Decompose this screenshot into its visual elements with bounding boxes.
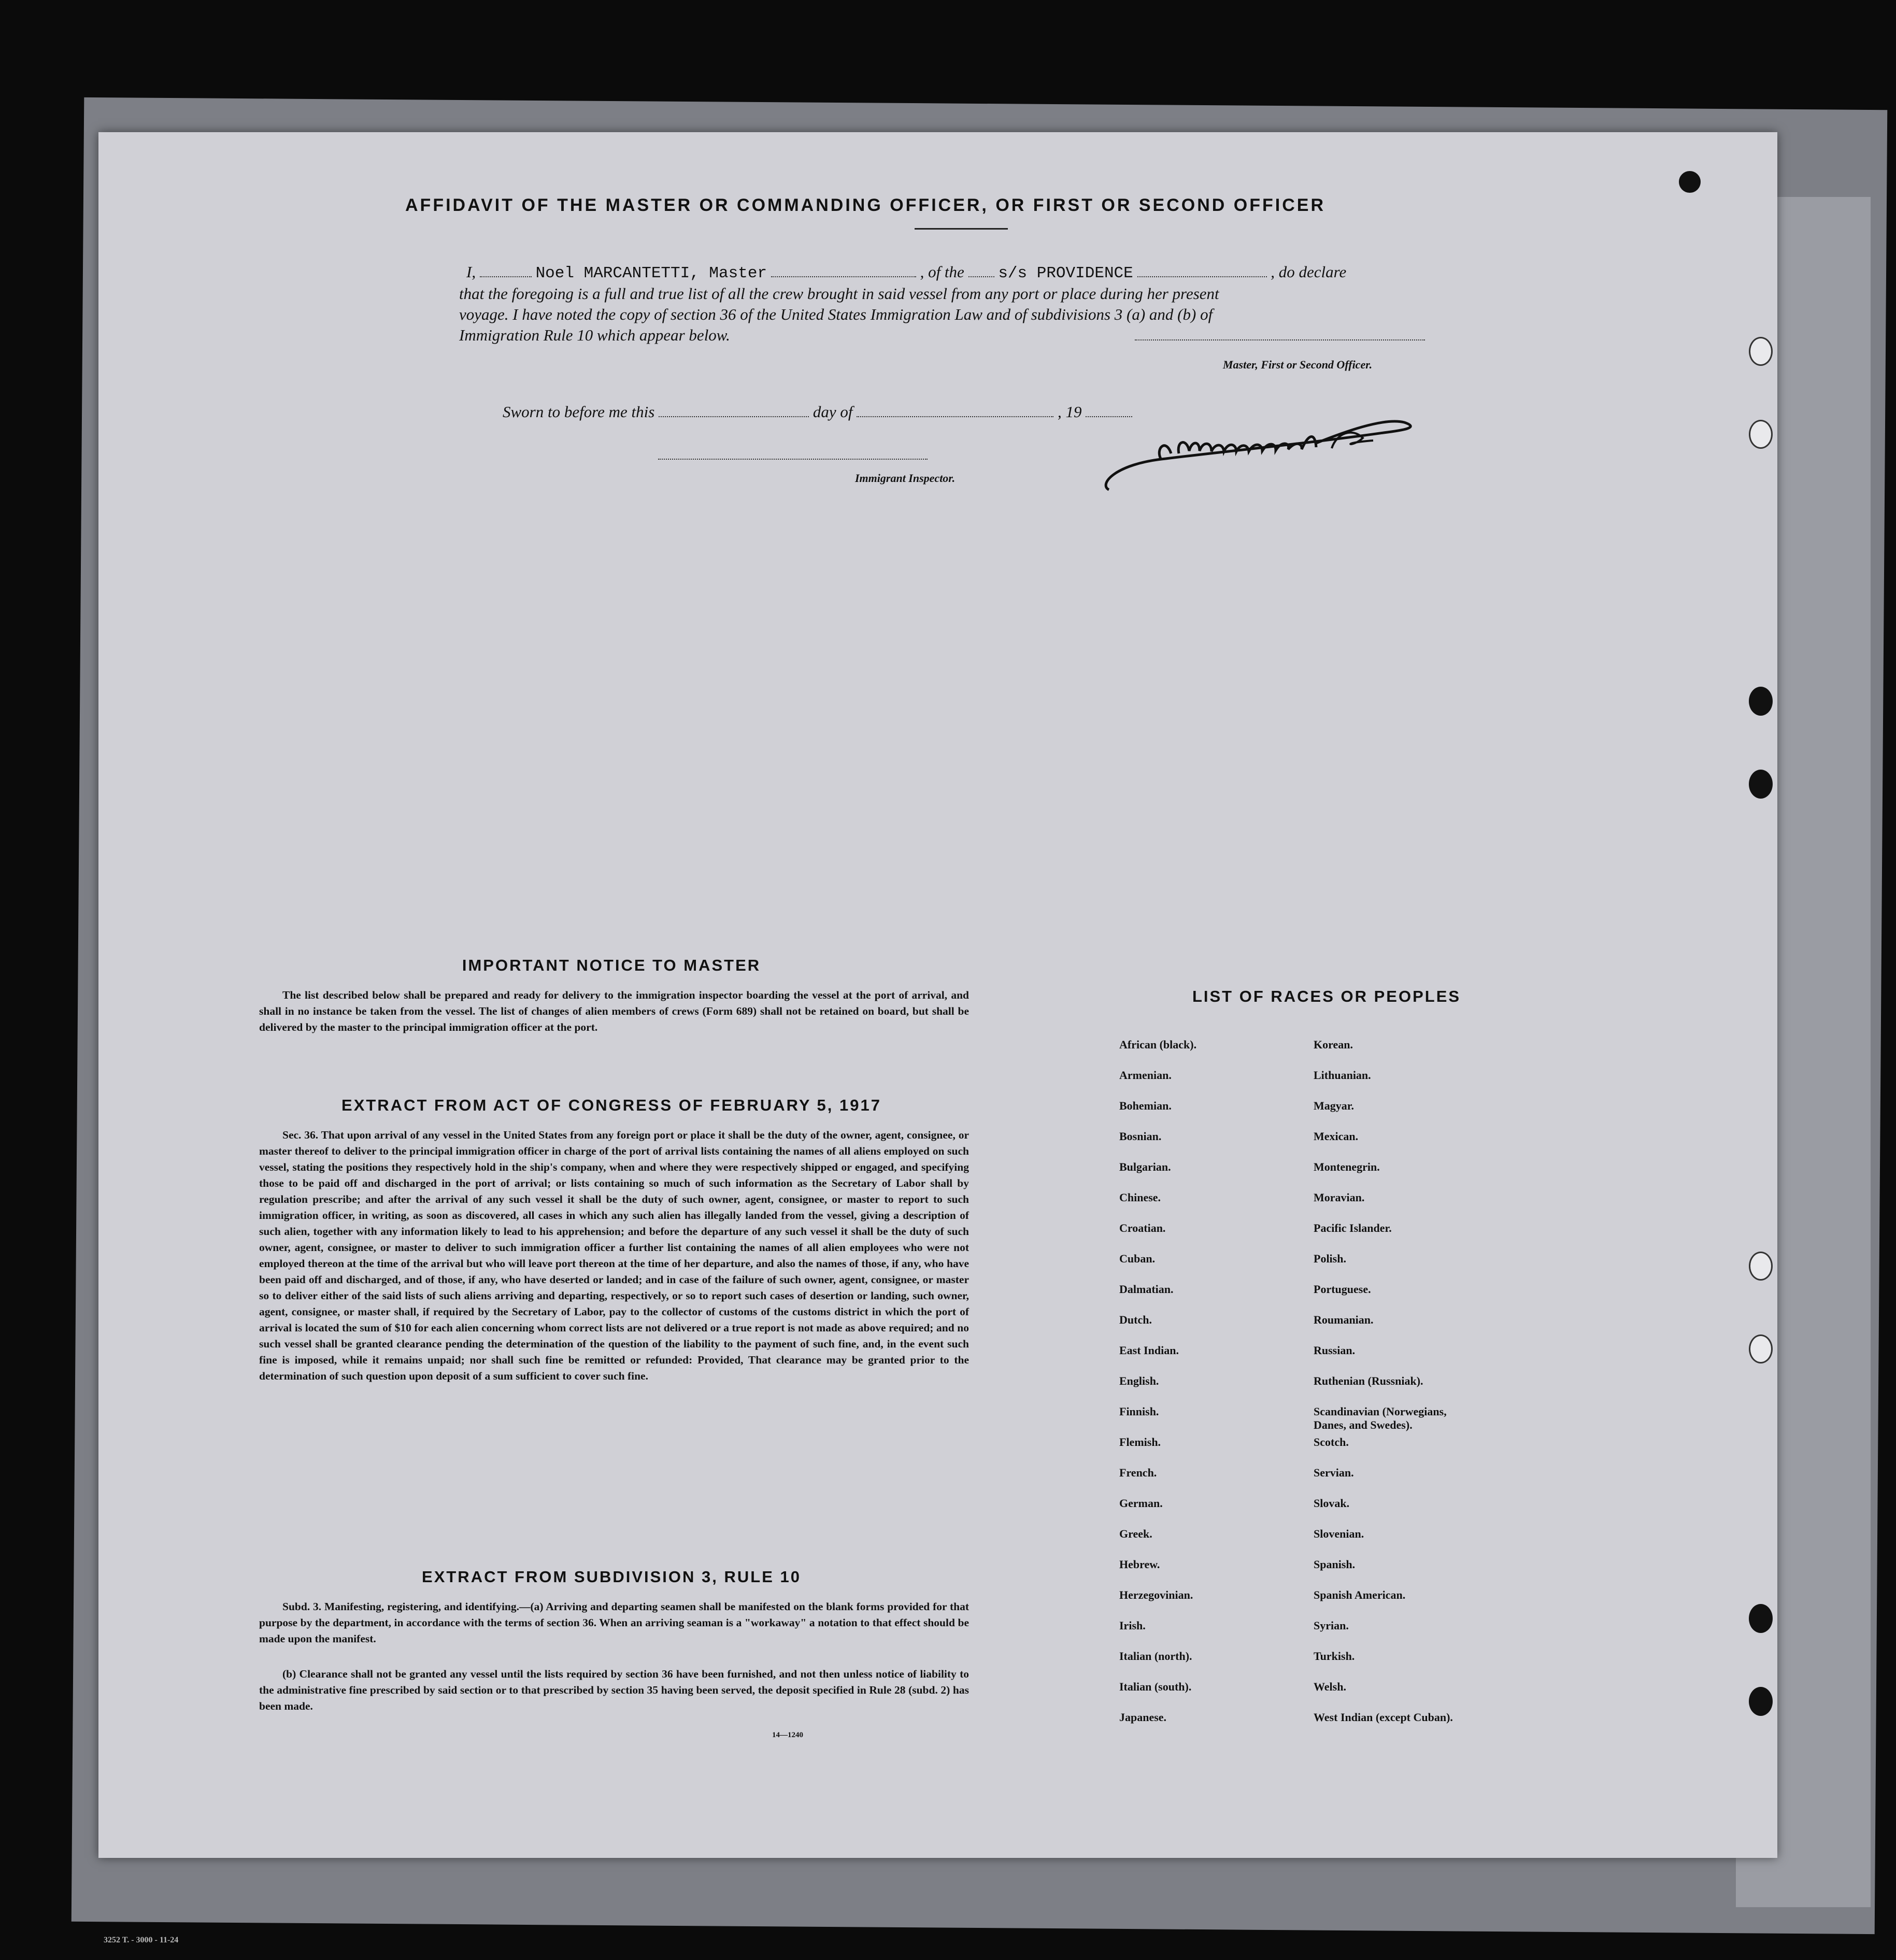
rule-text-b: (b) Clearance shall not be granted any vessel until the lists required by section 36 have been furnished, and not then unless notice of liability to the administrative fine prescribed by said section or to that prescribed by section 35 having been served, the deposit specified in Rule 28 (subd. 2) has been made. xyxy=(259,1668,969,1712)
race-item: French. xyxy=(1119,1466,1157,1479)
race-item: Herzegovinian. xyxy=(1119,1588,1193,1601)
form-number: 14—1240 xyxy=(772,1731,803,1739)
dotted-fill xyxy=(968,276,994,277)
vessel-name: s/s PROVIDENCE xyxy=(998,264,1133,282)
race-item: Croatian. xyxy=(1119,1222,1166,1234)
race-item: Montenegrin. xyxy=(1314,1160,1380,1173)
signer-caption: Master, First or Second Officer. xyxy=(1223,358,1373,371)
act-heading: EXTRACT FROM ACT OF CONGRESS OF FEBRUARY 5, 1917 xyxy=(341,1096,881,1114)
binder-hole xyxy=(1749,1252,1773,1281)
race-item: German. xyxy=(1119,1497,1163,1510)
handwritten-signature xyxy=(1093,402,1430,505)
i-label: I, xyxy=(466,263,476,281)
signature-line xyxy=(1135,339,1425,340)
affidavit-line-2: that the foregoing is a full and true list of all the crew brought in said vessel from any port or place during her present xyxy=(459,285,1219,303)
inspector-line xyxy=(658,459,928,460)
affidavit-declaration-line xyxy=(466,262,1544,284)
race-item: Portuguese. xyxy=(1314,1283,1371,1296)
dotted-fill xyxy=(659,416,809,417)
race-item: Ruthenian (Russniak). xyxy=(1314,1374,1423,1387)
race-item: Dutch. xyxy=(1119,1313,1152,1326)
binder-hole xyxy=(1679,171,1701,193)
binder-hole xyxy=(1749,1334,1773,1364)
race-item: Irish. xyxy=(1119,1619,1146,1632)
race-item: Japanese. xyxy=(1119,1711,1167,1724)
master-name: Noel MARCANTETTI, Master xyxy=(535,264,767,282)
race-item: Lithuanian. xyxy=(1314,1069,1371,1082)
do-declare-label: , do declare xyxy=(1271,263,1347,281)
race-item: Welsh. xyxy=(1314,1680,1346,1693)
race-item: Bulgarian. xyxy=(1119,1160,1171,1173)
race-item: Bohemian. xyxy=(1119,1099,1172,1112)
of-the-label: , of the xyxy=(920,263,964,281)
footer-code: 3252 T. - 3000 - 11-24 xyxy=(104,1936,179,1944)
race-item: West Indian (except Cuban). xyxy=(1314,1711,1453,1724)
race-item: Chinese. xyxy=(1119,1191,1161,1204)
dotted-fill xyxy=(480,276,532,277)
race-item: East Indian. xyxy=(1119,1344,1179,1357)
affidavit-heading: AFFIDAVIT OF THE MASTER OR COMMANDING OFFICER, OR FIRST OR SECOND OFFICER xyxy=(405,195,1325,215)
race-item: Cuban. xyxy=(1119,1252,1156,1265)
race-item: Greek. xyxy=(1119,1527,1152,1540)
race-item: Flemish. xyxy=(1119,1436,1161,1448)
race-item: Russian. xyxy=(1314,1344,1356,1357)
race-item: Servian. xyxy=(1314,1466,1354,1479)
affidavit-line-3: voyage. I have noted the copy of section 36 of the United States Immigration Law and of subdivisions 3 (a) and (b) of xyxy=(459,305,1213,323)
binder-hole xyxy=(1749,1687,1773,1716)
binder-hole xyxy=(1749,420,1773,449)
race-item: Italian (north). xyxy=(1119,1650,1192,1663)
notice-heading: IMPORTANT NOTICE TO MASTER xyxy=(462,956,761,974)
race-item: Moravian. xyxy=(1314,1191,1365,1204)
race-item: Magyar. xyxy=(1314,1099,1355,1112)
heading-rule xyxy=(915,228,1008,230)
race-item: Spanish. xyxy=(1314,1558,1356,1571)
race-item: Polish. xyxy=(1314,1252,1346,1265)
binder-hole xyxy=(1749,337,1773,366)
act-text: Sec. 36. That upon arrival of any vessel in the United States from any foreign port or place it shall be the duty of the owner, agent, consignee, or master thereof to deliver to the principal immigration officer in charge of the port of arrival lists containing the names of all aliens employed on such vessel, stating the positions they respectively hold in the ship's company, when and where they were respectively shipped or engaged, and specifying those to be paid off and discharged in the port of arrival; or lists containing so much of such information as the Secretary of Labor shall by regulation prescribe; and after the arrival of any such vessel it shall be the duty of such owner, agent, consignee, or master to report to such immigration officer, in writing, as soon as discovered, all cases in which any such alien has illegally landed from the vessel, giving a description of such alien, together with any information likely to lead to his apprehension; and before the departure of any such vessel it shall be the duty of such owner, agent, consignee, or master to deliver to such immigration officer a further list containing the names of all alien employees who were not employed thereon at the time of the arrival but who will leave port thereon at the time of her departure, and also the names of those, if any, who have been paid off and discharged, and of those, if any, who have deserted or landed; and in case of the failure of such owner, agent, consignee, or master so to deliver either of the said lists of such aliens arriving and departing, respectively, or so to report such cases of desertion or landing, such owner, agent, consignee, or master shall, if required by the Secretary of Labor, pay to the collector of customs of the customs district in which the port of arrival is located the sum of $10 for each alien concerning whom correct lists are not delivered or a true report is not made as above required; and no such vessel shall be granted clearance pending the determination of the question of the liability to the payment of such fine, and, in the event such fine is imposed, while it remains unpaid; nor shall such fine be remitted or refunded: Provided, That clearance may be granted prior to the determination of such question upon deposit of a sum sufficient to cover such fine. xyxy=(259,1129,969,1382)
race-item: Scandinavian (Norwegians, Danes, and Swedes). xyxy=(1314,1405,1447,1431)
binder-hole xyxy=(1749,687,1773,716)
race-item: Slovak. xyxy=(1314,1497,1350,1510)
notice-text: The list described below shall be prepared and ready for delivery to the immigration inspector boarding the vessel at the port of arrival, and shall in no instance be taken from the vessel. The list of changes of alien members of crews (Form 689) shall not be retained on board, but shall be delivered by the master to the principal immigration officer at the port. xyxy=(259,989,969,1033)
race-item: Spanish American. xyxy=(1314,1588,1406,1601)
inspector-caption: Immigrant Inspector. xyxy=(855,472,956,485)
race-item: Finnish. xyxy=(1119,1405,1159,1418)
day-of-label: day of xyxy=(812,403,853,421)
rule-heading: EXTRACT FROM SUBDIVISION 3, RULE 10 xyxy=(422,1568,801,1586)
races-heading: LIST OF RACES OR PEOPLES xyxy=(1192,987,1461,1005)
race-item: African (black). xyxy=(1119,1038,1197,1051)
document-page xyxy=(98,132,1777,1858)
race-item: Roumanian. xyxy=(1314,1313,1374,1326)
race-item: Syrian. xyxy=(1314,1619,1349,1632)
dotted-fill xyxy=(857,416,1053,417)
rule-text-a: Subd. 3. Manifesting, registering, and identifying.—(a) Arriving and departing seamen shall be manifested on the blank forms provided for that purpose by the department, in accordance with the terms of section 36. When an arriving seaman is a "workaway" a notation to that effect should be made upon the manifest. xyxy=(259,1600,969,1645)
dotted-fill xyxy=(1137,276,1267,277)
race-item: Dalmatian. xyxy=(1119,1283,1174,1296)
affidavit-line-4: Immigration Rule 10 which appear below. xyxy=(459,326,730,344)
race-item: Slovenian. xyxy=(1314,1527,1364,1540)
race-item: Hebrew. xyxy=(1119,1558,1160,1571)
race-item: English. xyxy=(1119,1374,1159,1387)
dotted-fill xyxy=(771,276,916,277)
race-item: Pacific Islander. xyxy=(1314,1222,1392,1234)
race-item: Scotch. xyxy=(1314,1436,1349,1448)
race-item: Armenian. xyxy=(1119,1069,1172,1082)
race-item: Turkish. xyxy=(1314,1650,1355,1663)
race-item: Korean. xyxy=(1314,1038,1353,1051)
race-item: Italian (south). xyxy=(1119,1680,1192,1693)
race-item: Mexican. xyxy=(1314,1130,1359,1143)
sworn-label: Sworn to before me this xyxy=(503,403,655,421)
binder-hole xyxy=(1749,1604,1773,1633)
race-item: Bosnian. xyxy=(1119,1130,1162,1143)
binder-hole xyxy=(1749,770,1773,799)
year-prefix: , 19 xyxy=(1057,403,1082,421)
